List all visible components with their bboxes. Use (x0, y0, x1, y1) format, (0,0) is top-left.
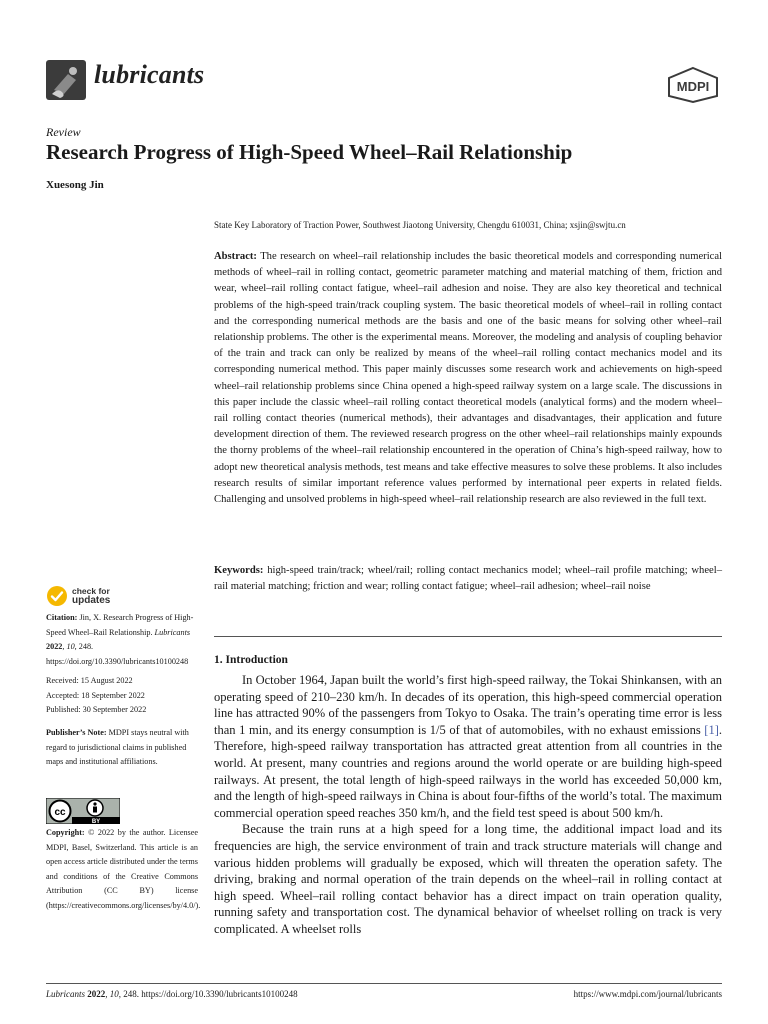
article-dates (46, 674, 198, 718)
keywords (214, 563, 722, 595)
intro-p1-text-b: . Therefore, high-speed railway transportation has attracted great attention from all countries in the world. At present, many countries and regions around the world operate or are building high-speed railways. At present, the total length of high-speed railways in the world has exceeded 50,000 km, and the length of high-speed railways in China is about four-fifths of the world’s total. The maximum commercial operation speed reaches 350 km/h, and the field test speed is about 500 km/h. (214, 722, 722, 820)
check-updates-icon (46, 585, 68, 607)
citation-year: 2022 (46, 642, 63, 652)
article-type: Review (46, 125, 81, 139)
keywords-label: Keywords: (214, 565, 264, 576)
introduction-body (214, 672, 722, 938)
abstract-text: The research on wheel–rail relationship includes the basic theoretical models and corresponding numerical methods of wheel–rail in rolling contact, geometric parameter matching and material matching of them, friction and wear, wheel–rail rolling contact fatigue, wheel–rail adhesion and noise. They are also key theoretical and technical problems of the high-speed train/track coupling system. The basic theoretical models of wheel–rail in rolling contact and the corresponding numerical methods are the basis and one of the basic means for solving other wheel–rail relationship problems. The other is the experimental means. Moreover, the modeling and analysis of coupling behavior of the train and track can only be realized by means of the wheel–rail rolling contact mechanics model and its corresponding numerical method. This paper mainly discusses some research work and achievements on high-speed wheel–rail relationship problems since China opened a high-speed railway system on a large scale. The discussions in this paper include the classic wheel–rail rolling contact theoretical models (analytical forms) and the modern wheel–rail rolling contact theories (numerical methods), their advantages and disadvantages, their application and future development direction of them. The reviewed research progress on the other wheel–rail relationships mainly expounds the thorny problems of the wheel–rail relationship encountered in the operation of China’s high-speed railway, how to adopt new theoretical analysis methods, test means and take effective measures to solve these problems. It also includes research results of similar important reference values performed by international peer experts in related fields. Challenging and unsolved problems in high-speed wheel–rail relationship research are also reviewed in the full text. (214, 251, 722, 506)
abstract (214, 249, 722, 508)
svg-text:cc: cc (54, 807, 66, 818)
footer-journal: Lubricants (46, 989, 86, 999)
footer-citation: Lubricants 2022, 10, 248. https://doi.org/10.3390/lubricants10100248 (46, 989, 298, 999)
reference-link-1[interactable]: [1] (704, 722, 719, 737)
section-heading-introduction: 1. Introduction (214, 654, 288, 666)
journal-logo-icon (46, 60, 86, 100)
citation-volume: 10 (66, 642, 75, 652)
publisher-note-label: Publisher’s Note: (46, 728, 107, 737)
publisher-name: MDPI (676, 79, 710, 94)
footer-journal-url[interactable]: https://www.mdpi.com/journal/lubricants (573, 989, 722, 999)
citation-doi[interactable]: , 248. https://doi.org/10.3390/lubricants10100248 (46, 642, 189, 666)
date-published: Published: 30 September 2022 (46, 705, 147, 715)
copyright-text: © 2022 by the author. Licensee MDPI, Basel, Switzerland. This article is an open access article distributed under the terms and conditions of the Creative Commons Attribution (CC BY) license (https://creativecommons.org/licenses/by/4.0/). (46, 828, 201, 910)
keywords-text: high-speed train/track; wheel/rail; rolling contact mechanics model; wheel–rail profile matching; wheel–rail material matching; friction and wear; rolling contact fatigue; wheel–rail adhesion; wheel–rail noise (214, 565, 723, 593)
intro-p1-text-a: In October 1964, Japan built the world’s first high-speed railway, the Tokai Shinkansen, with an operating speed of 210–230 km/h. In decades of its operation, this high-speed commercial operation line has attracted 90% of the passengers from Tokyo to Osaka. The train’s operating time error is less than 1 min, and its energy consumption is 1/5 of that of automobiles, with no exhaust emissions (214, 673, 722, 737)
check-updates-line-2: updates (72, 595, 111, 606)
intro-paragraph-1 (214, 672, 722, 821)
copyright-block (46, 826, 201, 914)
section-divider (214, 636, 722, 637)
mdpi-logo (664, 66, 722, 104)
citation-text: Jin, X. Research Progress of High-Speed Wheel–Rail Relationship. (46, 613, 194, 637)
footer-doi-link[interactable]: , 248. https://doi.org/10.3390/lubricants10100248 (118, 989, 298, 999)
check-for-updates-badge[interactable] (46, 585, 118, 609)
footer-divider (46, 983, 722, 984)
check-updates-label (72, 586, 110, 606)
copyright-label: Copyright: (46, 828, 85, 837)
citation-label: Citation: (46, 613, 78, 622)
cc-by-text: BY (91, 819, 101, 824)
check-updates-line-1: check for (72, 586, 110, 596)
citation-block: Citation: Jin, X. Research Progress of High-Speed Wheel–Rail Relationship. Lubricants 2022, 10, 248. https://doi.org/10.3390/lubricants10100248 (46, 613, 194, 666)
intro-paragraph-2: Because the train runs at a high speed for a long time, the additional impact load and its frequencies are high, the service environment of train and track structure materials will change and various hidden problems will gradually be exposed, which will threaten the operation safety. The driving, braking and normal operation of the train depends on the wheel–rail in rolling contact at high speed. Wheel–rail rolling contact behavior has a direct impact on train operation quality, running safety and transportation cost. The dynamical behavior of wheelset rolling on track is very complicated. A wheelset rolls (214, 822, 722, 936)
citation-journal: Lubricants (154, 627, 191, 637)
publisher-note-text: MDPI stays neutral with regard to jurisdictional claims in published maps and institutional affiliations. (46, 728, 189, 767)
footer-year: 2022 (87, 989, 106, 999)
publisher-note (46, 726, 198, 770)
author-affiliation: State Key Laboratory of Traction Power, Southwest Jiaotong University, Chengdu 610031, China; xsjin@swjtu.cn (214, 220, 626, 230)
cc-by-license-badge[interactable] (46, 798, 120, 824)
author-name: Xuesong Jin (46, 179, 104, 191)
date-received: Received: 15 August 2022 (46, 676, 133, 685)
date-accepted: Accepted: 18 September 2022 (46, 690, 145, 700)
abstract-label: Abstract: (214, 251, 257, 262)
journal-name: lubricants (94, 60, 205, 89)
article-title: Research Progress of High-Speed Wheel–Rail Relationship (46, 140, 573, 164)
footer-volume: 10 (109, 989, 119, 999)
